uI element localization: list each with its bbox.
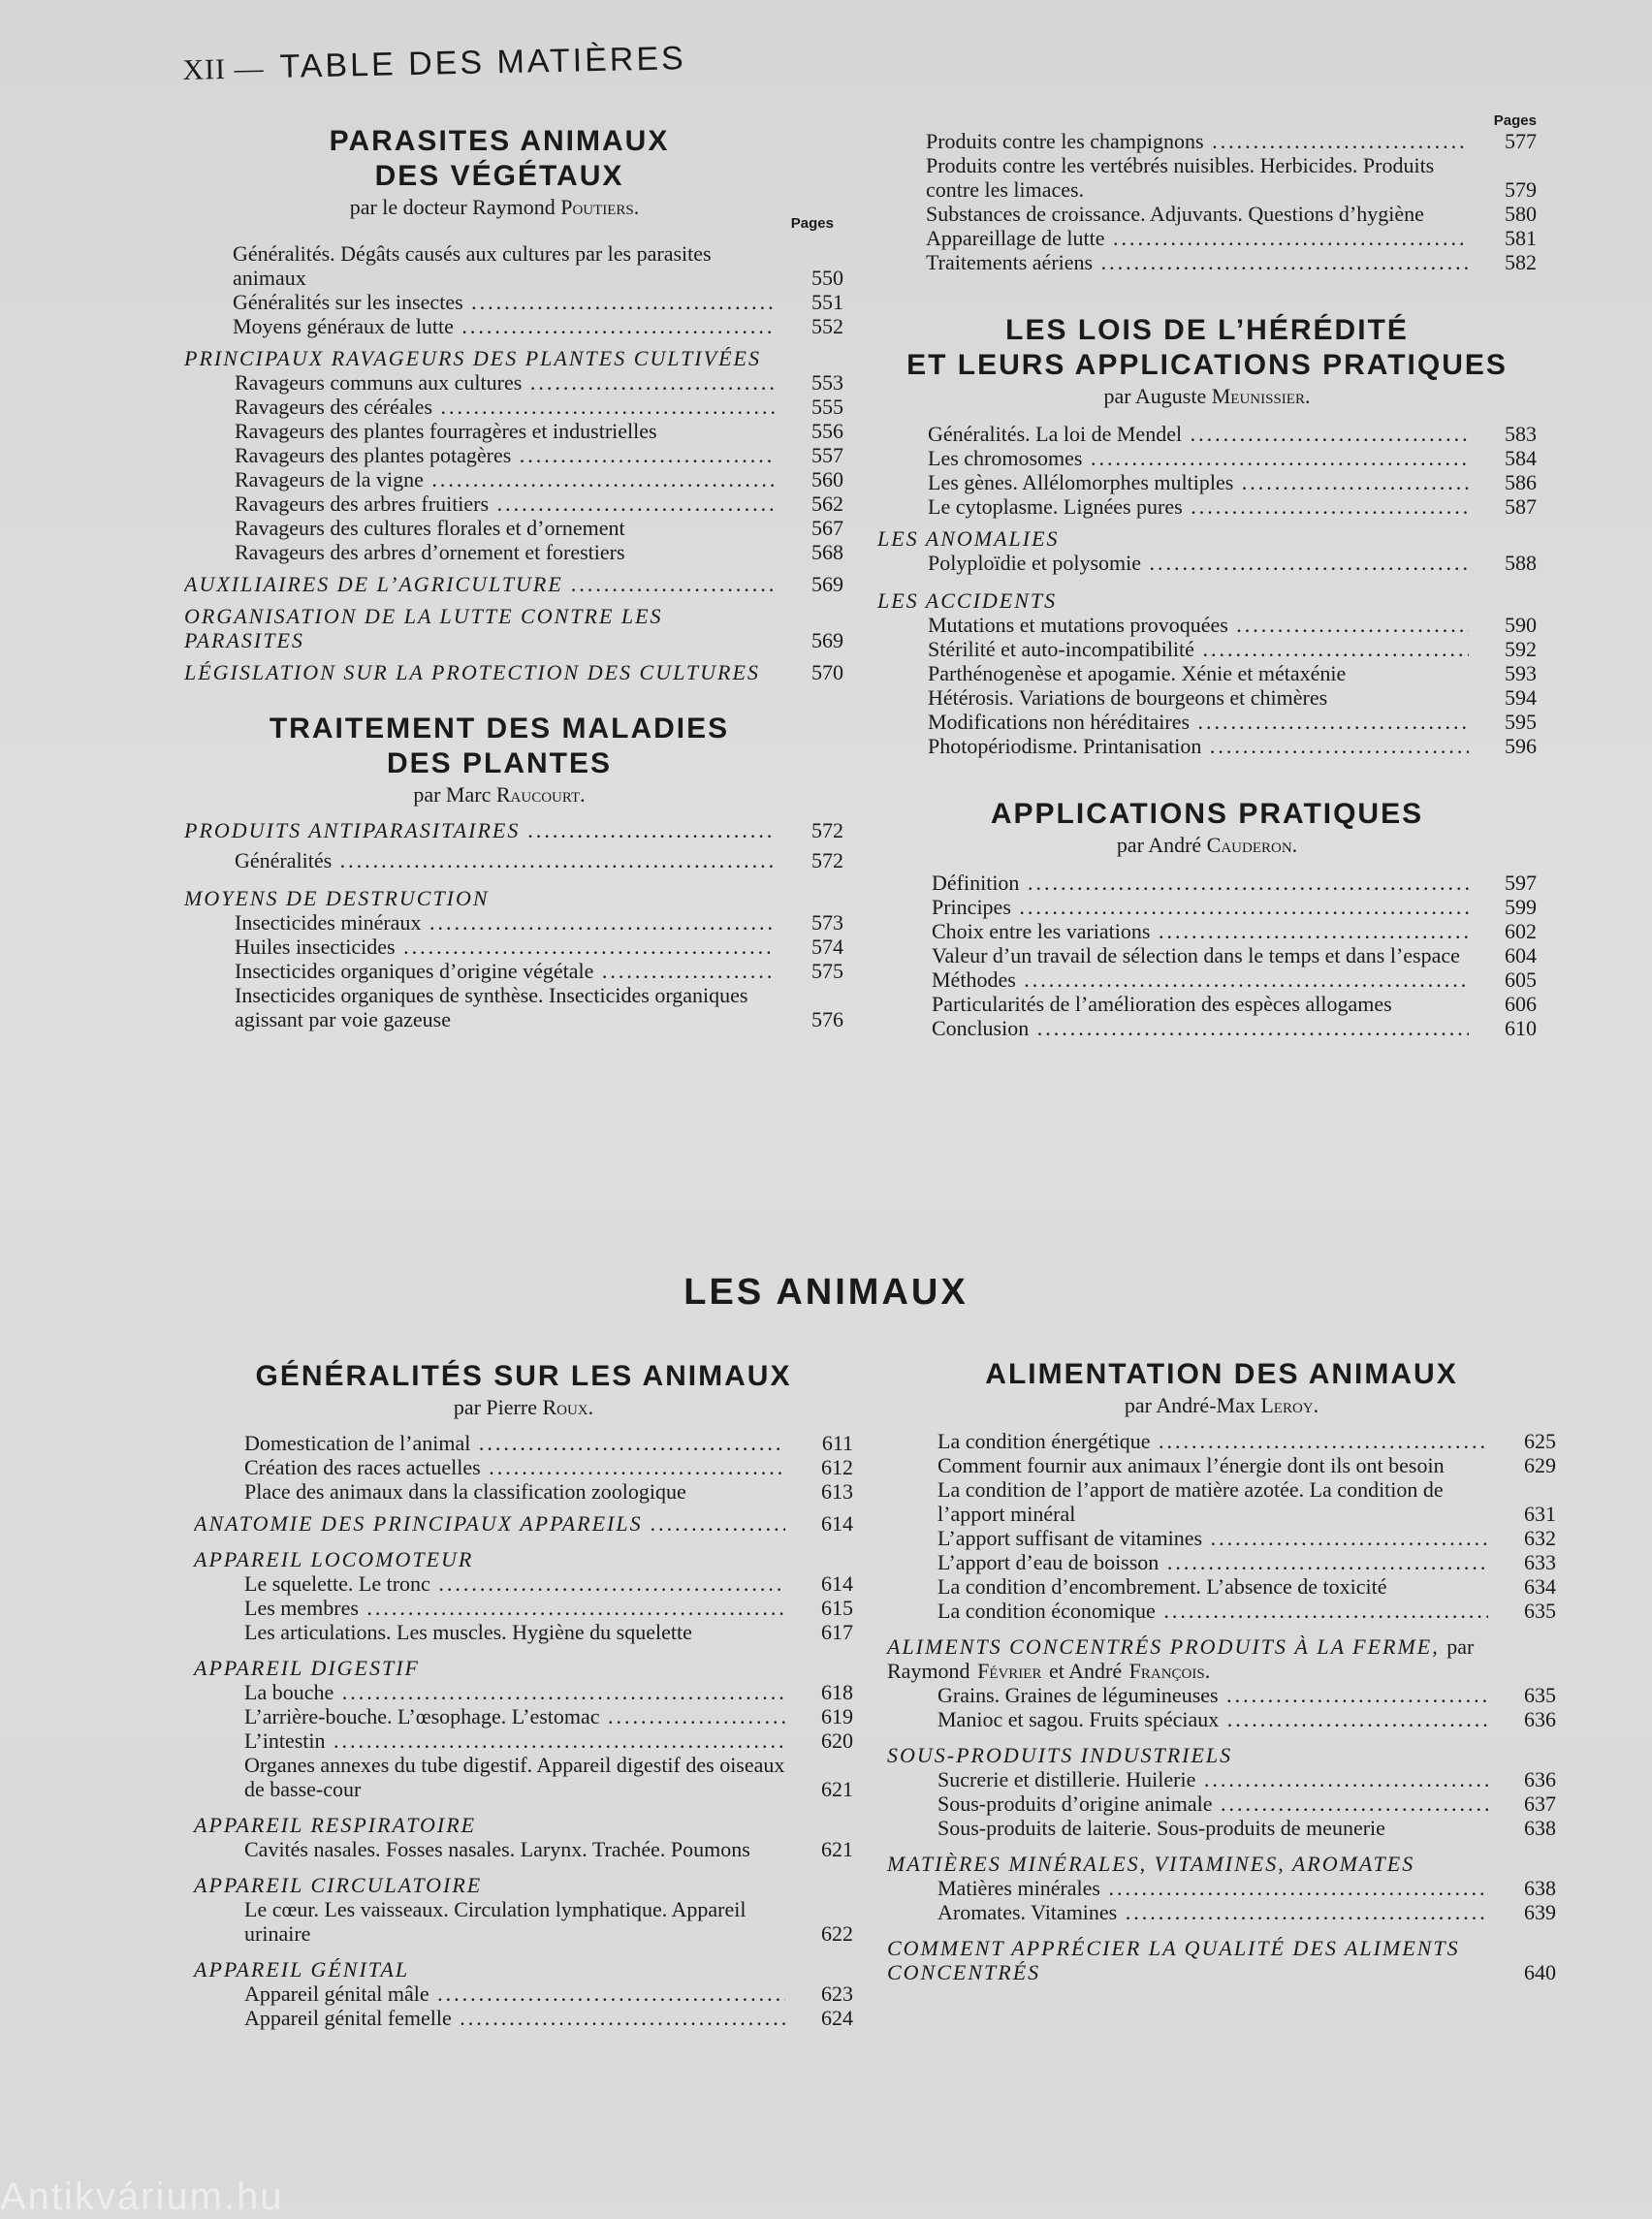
toc-entry: La condition économique ..... 635 [937,1599,1556,1623]
toc-entry: Ravageurs des céréales ..... 555 [235,395,843,419]
toc-entry: Les chromosomes ..... 584 [928,446,1537,470]
category-heading: APPAREIL GÉNITAL [194,1957,410,1981]
page-title: TABLE DES MATIÈRES [279,40,687,85]
category-heading: LES ACCIDENTS [877,588,1058,613]
toc-entry: Domestication de l’animal ..... 611 [244,1431,853,1455]
toc-entry: Huiles insecticides ..... 574 [235,935,843,959]
category-heading: MATIÈRES MINÉRALES, VITAMINES, AROMATES [887,1852,1415,1876]
toc-list [194,1680,853,1801]
toc-entry: Création des races actuelles ..... 612 [244,1455,853,1479]
section-title: APPLICATIONS PRATIQUES [990,798,1424,830]
left-top-column [184,124,843,1031]
toc-entry: Sucrerie et distillerie. Huilerie ..... 636 [937,1767,1556,1791]
toc-entry: Conclusion ..... 610 [932,1016,1537,1040]
toc-entry: Matières minérales ..... 638 [937,1876,1556,1900]
toc-entry: Insecticides organiques de synthèse. Insecticides organiques agissant par voie gazeuse 576 [235,983,843,1031]
toc-entry: Produits contre les champignons ..... 577 [926,129,1537,153]
category-heading: APPAREIL DIGESTIF [194,1656,420,1680]
toc-list [194,1981,853,2030]
category-heading: MOYENS DE DESTRUCTION [184,886,490,910]
toc-entry: Le cœur. Les vaisseaux. Circulation lymphatique. Appareil urinaire 622 [244,1897,853,1946]
category-heading: APPAREIL RESPIRATOIRE [194,1813,477,1837]
toc-entry: Les gènes. Allélomorphes multiples ..... 586 [928,470,1537,494]
toc-entry: Appareillage de lutte ..... 581 [926,226,1537,250]
pages-header: Pages [1493,112,1537,129]
section-title: TRAITEMENT DES MALADIES DES PLANTES [269,713,730,779]
toc-list [887,1683,1556,1731]
toc-entry: Moyens généraux de lutte ..... 552 [233,314,843,338]
toc-entry: L’intestin ..... 620 [244,1728,853,1753]
toc-entry: Généralités. Dégâts causés aux cultures par les parasites animaux 550 [233,241,843,290]
toc-entry: Produits contre les vertébrés nuisibles. Herbicides. Produits contre les limaces. 579 [926,153,1537,202]
toc-entry: Valeur d’un travail de sélection dans le temps et dans l’espace 604 [932,943,1537,967]
toc-entry: Le squelette. Le tronc ..... 614 [244,1571,853,1596]
section-title: PARASITES ANIMAUX DES VÉGÉTAUX [329,125,670,192]
toc-entry: Choix entre les variations ..... 602 [932,919,1537,943]
category-heading: SOUS-PRODUITS INDUSTRIELS [887,1743,1233,1767]
byline: par André Cauderon. [1116,833,1298,857]
running-header [182,40,686,88]
toc-entry: Mutations et mutations provoquées ..... 590 [928,613,1537,637]
toc-entry: Insecticides organiques d’origine végétale ..... 575 [235,959,843,983]
toc-entry: La condition de l’apport de matière azotée. La condition de l’apport minéral 631 [937,1477,1556,1526]
toc-entry: Généralités sur les insectes ..... 551 [233,290,843,314]
toc-entry: Le cytoplasme. Lignées pures ..... 587 [928,494,1537,519]
toc-entry: Particularités de l’amélioration des espèces allogames 606 [932,992,1537,1016]
section-title: GÉNÉRALITÉS SUR LES ANIMAUX [255,1360,792,1392]
toc-entry: Polyploïdie et polysomie ..... 588 [928,551,1537,575]
toc-entry: Définition ..... 597 [932,871,1537,895]
toc-list [887,1767,1556,1840]
toc-entry: Hétérosis. Variations de bourgeons et chimères 594 [928,685,1537,710]
toc-entry: L’arrière-bouche. L’œsophage. L’estomac ..... 619 [244,1704,853,1728]
toc-entry: La bouche ..... 618 [244,1680,853,1704]
toc-entry: Généralités. La loi de Mendel ..... 583 [928,422,1537,446]
right-bottom-column [887,1357,1556,1984]
toc-entry: Cavités nasales. Fosses nasales. Larynx. Trachée. Poumons 621 [244,1837,853,1861]
toc-entry: L’apport d’eau de boisson ..... 633 [937,1550,1556,1574]
category-heading: APPAREIL LOCOMOTEUR [194,1547,474,1571]
right-top-column [877,112,1537,1040]
toc-entry: Sous-produits d’origine animale ..... 637 [937,1791,1556,1816]
toc-entry: Parthénogenèse et apogamie. Xénie et métaxénie 593 [928,661,1537,685]
toc-entry: Ravageurs des arbres fruitiers ..... 562 [235,491,843,516]
toc-list [194,1837,853,1861]
toc-entry: Stérilité et auto-incompatibilité ..... 592 [928,637,1537,661]
toc-list [877,871,1537,1040]
toc-entry: Généralités ..... 572 [235,848,843,872]
toc-list [887,1876,1556,1924]
category-heading: LES ANOMALIES [877,526,1060,551]
toc-entry: Substances de croissance. Adjuvants. Questions d’hygiène 580 [926,202,1537,226]
toc-entry: Ravageurs des plantes potagères ..... 557 [235,443,843,467]
watermark: Antikvárium.hu [0,2175,284,2218]
section-title: LES LOIS DE L’HÉRÉDITÉ ET LEURS APPLICATIONS PRATIQUES [906,314,1508,381]
toc-list [887,1429,1556,1623]
toc-entry: Les articulations. Les muscles. Hygiène du squelette 617 [244,1620,853,1644]
toc-entry: Place des animaux dans la classification zoologique 613 [244,1479,853,1504]
section-title: ALIMENTATION DES ANIMAUX [985,1358,1458,1390]
category-heading: ALIMENTS CONCENTRÉS PRODUITS À LA FERME, par Raymond Février et André François. [887,1634,1475,1683]
category-entry: PRODUITS ANTIPARASITAIRES ..... 572 [184,818,843,842]
toc-list [194,1897,853,1946]
toc-list [877,613,1537,758]
category-entry: COMMENT APPRÉCIER LA QUALITÉ DES ALIMENTS CONCENTRÉS 640 [887,1936,1556,1984]
toc-entry: Comment fournir aux animaux l’énergie dont ils ont besoin 629 [937,1453,1556,1477]
toc-entry: Principes ..... 599 [932,895,1537,919]
category-heading: APPAREIL CIRCULATOIRE [194,1873,483,1897]
toc-entry: Appareil génital femelle ..... 624 [244,2006,853,2030]
toc-entry: Ravageurs des cultures florales et d’ornement 567 [235,516,843,540]
toc-entry: La condition énergétique ..... 625 [937,1429,1556,1453]
toc-entry: Ravageurs communs aux cultures ..... 553 [235,370,843,395]
toc-entry: Insecticides minéraux ..... 573 [235,910,843,935]
toc-list [184,910,843,1031]
byline: par le docteur Raymond Poutiers. [349,195,640,219]
toc-entry: Appareil génital mâle ..... 623 [244,1981,853,2006]
toc-list [194,1571,853,1644]
toc-entry: L’apport suffisant de vitamines ..... 632 [937,1526,1556,1550]
toc-list [184,370,843,564]
toc-entry: Aromates. Vitamines ..... 639 [937,1900,1556,1924]
toc-entry: Les membres ..... 615 [244,1596,853,1620]
byline: par André-Max Leroy. [1124,1393,1319,1417]
toc-entry: Organes annexes du tube digestif. Appareil digestif des oiseaux de basse-cour 621 [244,1753,853,1801]
toc-list [877,551,1537,575]
pages-header: Pages [790,215,834,232]
toc-entry: Grains. Graines de légumineuses ..... 635 [937,1683,1556,1707]
toc-list [184,848,843,872]
part-title: LES ANIMAUX [683,1272,969,1313]
toc-entry: Ravageurs des arbres d’ornement et forestiers 568 [235,540,843,564]
toc-list [877,129,1537,274]
toc-entry: La condition d’encombrement. L’absence de toxicité 634 [937,1574,1556,1599]
category-heading: PRINCIPAUX RAVAGEURS DES PLANTES CULTIVÉES [184,346,761,370]
toc-entry: Sous-produits de laiterie. Sous-produits de meunerie 638 [937,1816,1556,1840]
left-bottom-column [194,1359,853,2030]
toc-list [184,241,843,338]
category-entry: AUXILIAIRES DE L’AGRICULTURE ..... 569 [184,572,843,596]
toc-entry: Modifications non héréditaires ..... 595 [928,710,1537,734]
toc-list [877,422,1537,519]
toc-entry: Photopériodisme. Printanisation ..... 596 [928,734,1537,758]
toc-entry: Ravageurs de la vigne ..... 560 [235,467,843,491]
toc-entry: Méthodes ..... 605 [932,967,1537,992]
byline: par Marc Raucourt. [413,782,586,807]
page-number: XII — [182,52,265,86]
byline: par Auguste Meunissier. [1103,384,1311,408]
category-entry: ANATOMIE DES PRINCIPAUX APPAREILS ..... 614 [194,1511,853,1536]
toc-list [194,1431,853,1504]
byline: par Pierre Roux. [453,1395,594,1419]
category-entry: ORGANISATION DE LA LUTTE CONTRE LES PARASITES 569 [184,604,843,652]
category-entry: LÉGISLATION SUR LA PROTECTION DES CULTURES 570 [184,660,843,684]
toc-entry: Ravageurs des plantes fourragères et industrielles 556 [235,419,843,443]
toc-entry: Traitements aériens ..... 582 [926,250,1537,274]
toc-entry: Manioc et sagou. Fruits spéciaux ..... 636 [937,1707,1556,1731]
